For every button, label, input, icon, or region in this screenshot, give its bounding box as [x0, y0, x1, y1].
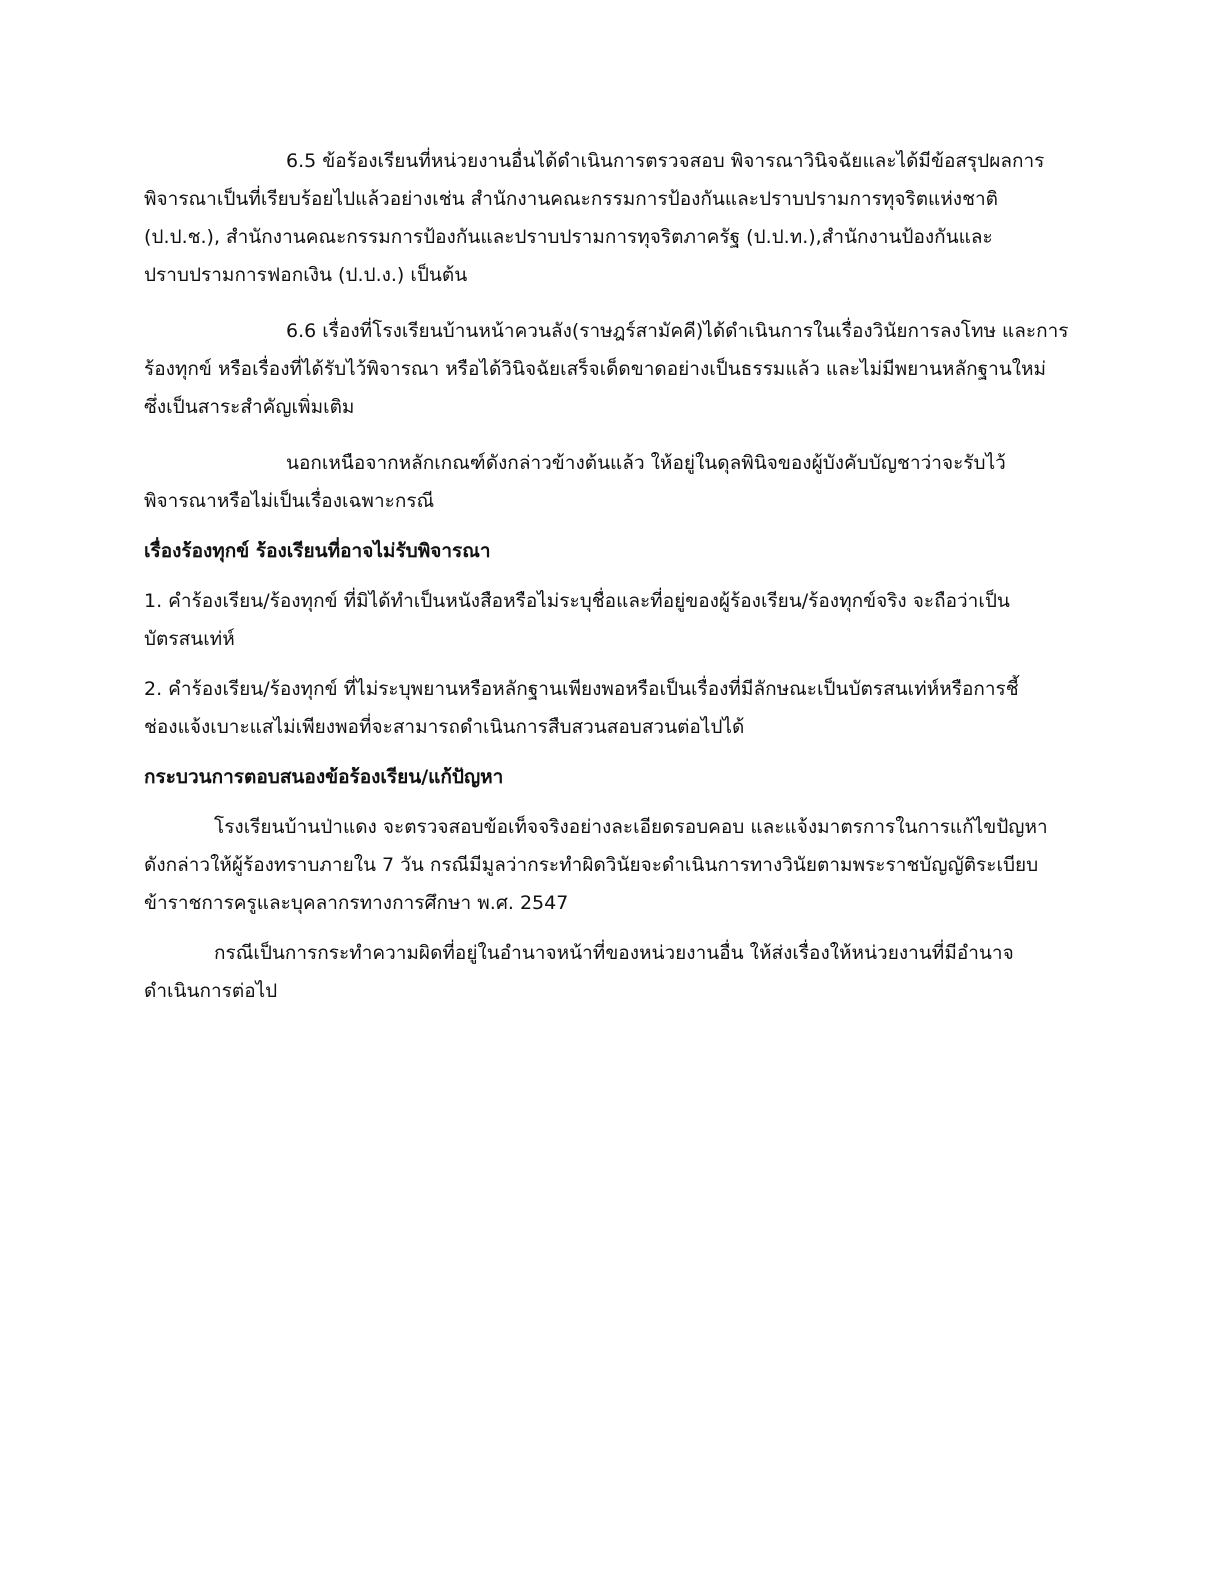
paragraph-line: บัตรสนเท่ห์: [144, 628, 235, 650]
list-item-2: [144, 670, 1074, 746]
paragraph-line: ซึ่งเป็นสาระสำคัญเพิ่มเติม: [144, 396, 355, 418]
paragraph-line: พิจารณาหรือไม่เป็นเรื่องเฉพาะกรณี: [144, 490, 435, 512]
paragraph-line: กรณีเป็นการกระทำความผิดที่อยู่ในอำนาจหน้าที่ของหน่วยงานอื่น ให้ส่งเรื่องให้หน่วยงานที่มีอำนาจ: [214, 942, 1014, 964]
paragraph-line: 6.5 ข้อร้องเรียนที่หน่วยงานอื่นได้ดำเนินการตรวจสอบ พิจารณาวินิจฉัยและได้มีข้อสรุปผลการ: [286, 150, 1045, 172]
paragraph-line: ร้องทุกข์ หรือเรื่องที่ได้รับไว้พิจารณา หรือได้วินิจฉัยเสร็จเด็ดขาดอย่างเป็นธรรมแล้ว และไม่มีพยานหลักฐานใหม่: [144, 358, 1047, 380]
paragraph-6-6: [144, 312, 1074, 426]
spacer: [144, 294, 1074, 312]
paragraph-6-5: [144, 142, 1074, 294]
paragraph-line: (ป.ป.ช.), สำนักงานคณะกรรมการป้องกันและปราบปรามการทุจริตภาครัฐ (ป.ป.ท.),สำนักงานป้องกันและ: [144, 226, 993, 248]
paragraph-other-agency: [144, 934, 1074, 1010]
spacer: [144, 746, 1074, 758]
paragraph-line: 2. คำร้องเรียน/ร้องทุกข์ ที่ไม่ระบุพยานหรือหลักฐานเพียงพอหรือเป็นเรื่องที่มีลักษณะเป็นบัตรสนเท่ห์หรือการชี้: [144, 678, 1019, 700]
paragraph-line: พิจารณาเป็นที่เรียบร้อยไปแล้วอย่างเช่น สำนักงานคณะกรรมการป้องกันและปราบปรามการทุจริตแห่งชาติ: [144, 188, 998, 210]
paragraph-line: ข้าราชการครูและบุคลากรทางการศึกษา พ.ศ. 2547: [144, 892, 569, 914]
spacer: [144, 796, 1074, 808]
section-heading-response: กระบวนการตอบสนองข้อร้องเรียน/แก้ปัญหา: [144, 766, 504, 788]
paragraph-line: โรงเรียนบ้านป่าแดง จะตรวจสอบข้อเท็จจริงอย่างละเอียดรอบคอบ และแจ้งมาตรการในการแก้ไขปัญหา: [214, 816, 1048, 838]
paragraph-discretion: [144, 444, 1074, 520]
paragraph-line: 1. คำร้องเรียน/ร้องทุกข์ ที่มิได้ทำเป็นหนังสือหรือไม่ระบุชื่อและที่อยู่ของผู้ร้องเรียน/ร้องทุกข์จริง จะถือว่าเป็น: [144, 590, 1010, 612]
document-body: [144, 142, 1074, 1010]
section-heading-not-considered: เรื่องร้องทุกข์ ร้องเรียนที่อาจไม่รับพิจารณา: [144, 540, 491, 562]
list-item-1: [144, 582, 1074, 658]
spacer: [144, 922, 1074, 934]
paragraph-line: ดำเนินการต่อไป: [144, 980, 278, 1002]
paragraph-line: ปราบปรามการฟอกเงิน (ป.ป.ง.) เป็นต้น: [144, 264, 468, 286]
paragraph-line: 6.6 เรื่องที่โรงเรียนบ้านหน้าควนลัง(ราษฎร์สามัคคี)ได้ดำเนินการในเรื่องวินัยการลงโทษ และการ: [286, 320, 1069, 342]
paragraph-line: นอกเหนือจากหลักเกณฑ์ดังกล่าวข้างต้นแล้ว ให้อยู่ในดุลพินิจของผู้บังคับบัญชาว่าจะรับไว้: [286, 452, 1006, 474]
paragraph-line: ช่องแจ้งเบาะแสไม่เพียงพอที่จะสามารถดำเนินการสืบสวนสอบสวนต่อไปได้: [144, 716, 745, 738]
spacer: [144, 520, 1074, 532]
spacer: [144, 426, 1074, 444]
spacer: [144, 658, 1074, 670]
paragraph-response: [144, 808, 1074, 922]
paragraph-line: ดังกล่าวให้ผู้ร้องทราบภายใน 7 วัน กรณีมีมูลว่ากระทำผิดวินัยจะดำเนินการทางวินัยตามพระราชบัญญัติระเบียบ: [144, 854, 1039, 876]
spacer: [144, 570, 1074, 582]
